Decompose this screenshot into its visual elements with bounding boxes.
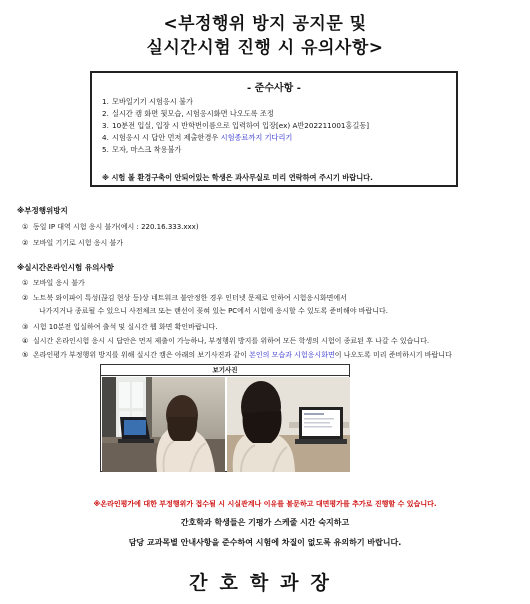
online-item: ③ 시험 10분전 입실하여 출석 및 실시간 웹 화면 확인바랍니다.: [22, 323, 218, 331]
title-line-2: 실시간시험 진행 시 유의사항>: [146, 38, 384, 58]
online-item: ④ 실시간 온라인시험 응시 시 답안은 먼저 제출이 가능하나, 부정행위 방지를 위하여 모든 학생의 시험이 종료된 후 나갈 수 있습니다.: [22, 337, 430, 345]
closing-line-2: 담당 교과목별 안내사항을 준수하여 시험에 차질이 없도록 유의하기 바랍니다.: [128, 538, 402, 547]
online-item: ② 노트북 와이파이 특성(끊김 현상 등)상 네트워크 불안정한 경우 인터넷 문제로 인하여 시험응시화면에서: [22, 294, 347, 302]
prevention-item: ① 동일 IP 대역 시험 응시 불가(예시 : 220.16.333.xxx): [22, 223, 199, 231]
rule-item: 1. 모바일기기 시험응시 불가: [102, 97, 193, 106]
online-heading: ※실시간온라인시험 유의사항: [17, 263, 114, 272]
rule-highlight: 시험종료까지 기다리기: [220, 133, 293, 142]
rules-heading: - 준수사항 -: [247, 83, 301, 94]
rules-note: ※ 시험 볼 환경구축이 안되어있는 학생은 과사무실로 미리 연락하여 주시기 바랍니다.: [102, 173, 373, 182]
example-photo-2: [227, 377, 350, 472]
example-photo-box: [100, 364, 350, 472]
example-photo-label: 보기사진: [101, 365, 349, 376]
closing-line-1: 간호학과 학생들은 기평가 스케줄 시간 숙지하고: [180, 518, 350, 527]
signature: 간호학과장: [189, 572, 341, 594]
example-photo-1: [102, 377, 225, 472]
prevention-heading: ※부정행위방지: [17, 206, 68, 215]
online-item-continuation: 나가지거나 종료될 수 있으니 사전체크 또는 랜선이 꽂혀 있는 PC에서 시험에 응시할 수 있도록 준비해야 바랍니다.: [39, 307, 388, 315]
title-line-1: <부정행위 방지 공지문 및: [163, 14, 367, 34]
rule-item: 3. 10분전 입실, 입장 시 반학번이름으로 입력하여 입장[ex) A반202211001홍길동]: [102, 121, 370, 130]
online-highlight: 본인의 모습과 시험응시화면: [249, 351, 335, 359]
online-item: ① 모바일 응시 불가: [22, 279, 85, 287]
prevention-item: ② 모바일 기기로 시험 응시 불가: [22, 239, 124, 247]
rules-box: [90, 71, 458, 187]
rule-item: 5. 모자, 마스크 착용불가: [102, 145, 182, 154]
rule-item: 2. 실시간 캠 화면 뒷모습, 시험응시화면 나오도록 조정: [102, 109, 274, 118]
rule-item: 4. 시험응시 시 답안 먼저 제출한경우 시험종료까지 기다리기: [102, 133, 293, 142]
warning-notice: ※온라인평가에 대한 부정행위가 접수될 시 시실관계나 이유를 불문하고 대면평가를 추가로 진행할 수 있습니다.: [93, 500, 437, 508]
online-item: ⑤ 온라인평가 부정행위 방지를 위해 실시간 캠은 아래의 보기사진과 같이 본인의 모습과 시험응시화면이 나오도록 미리 준비하시기 바랍니다: [22, 351, 452, 359]
